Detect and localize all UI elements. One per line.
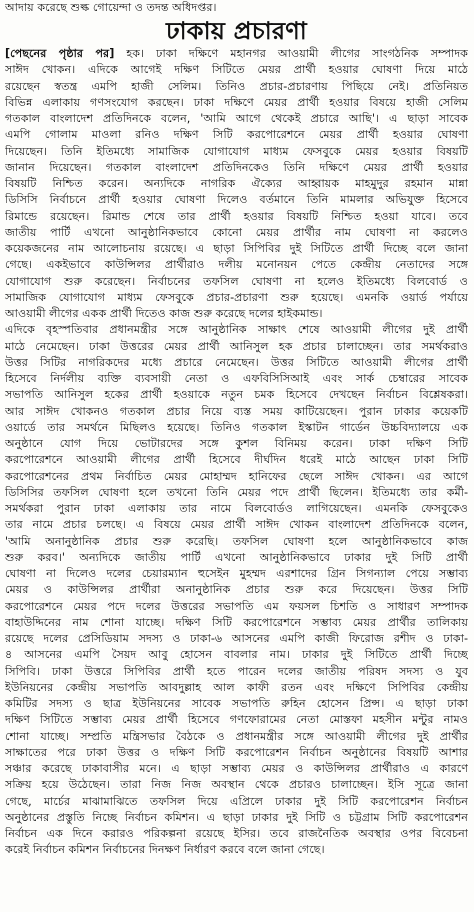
previous-article-tail: আদায় করেছে শুল্ক গোয়েন্দা ও তদন্ত অধিদপ্তর। [5, 1, 217, 14]
article-line: সাঈদ খোকন। এদিকে আগেই দক্ষিণ সিটিতে মেয়র প্রার্থী হওয়ার ঘোষণা দিয়ে মাঠে [5, 63, 468, 77]
article-line: এমপি গোলাম মাওলা রনিও দক্ষিণ সিটি করপোরেশনে মেয়র প্রার্থী হওয়ার ঘোষণা [5, 128, 468, 142]
article-line: হিসেবে নির্দলীয় ব্যক্তি ব্যবসায়ী নেতা ও এফবিসিসিআই এবং সার্ক চেম্বারের সাবেক [5, 372, 468, 385]
article-line: উত্তর সিটির নাগরিকদের মধ্যে প্রচারে নেমেছেন। উত্তর সিটিতে আওয়ামী লীগের প্রার্থী [5, 355, 468, 369]
article-line: রিমান্ডে রয়েছেন। রিমান্ড শেষে তার প্রার্থী হওয়ার বিষয়টি নিশ্চিত হওয়া যাবে। তবে [5, 209, 468, 223]
article-line: করপোরেশনে আওয়ামী লীগের প্রার্থী হিসেবে দীর্ঘদিন ধরেই মাঠে আছেন ঢাকা সিটি [5, 453, 468, 467]
article-line: সভাপতি আনিসুল হকের প্রার্থী হওয়াকে নতুন চমক হিসেবে দেখছেন নির্বাচন বিশ্লেষকরা। [5, 388, 468, 402]
article-line: সিপিবি। ঢাকা উত্তরে সিপিবির প্রার্থী হতে পারেন দলের জাতীয় পরিষদ সদস্য ও যুব [5, 664, 468, 678]
article-line: আর সাঈদ খোকনও গতকাল প্রচার নিয়ে ব্যস্ত সময় কাটিয়েছেন। পুরান ঢাকার কয়েকটি [5, 404, 468, 418]
article-line: ৪ আসনের এমপি সৈয়দ আবু হোসেন বাবলার নাম। ঢাকার দুই সিটিতে প্রার্থী দিচ্ছে [5, 648, 468, 662]
article-line: সামাজিক যোগাযোগ মাধ্যম ফেসবুকে প্রচার-প্রচারণা শুরু হয়েছে। এমনকি ওয়ার্ড পর্যায়ে [5, 290, 468, 304]
article-line: গেছে। একইভাবে কাউন্সিলর প্রার্থীরাও দলীয় মনোনয়ন পেতে কেন্দ্রীয় নেতাদের সঙ্গে [5, 258, 468, 272]
article-line: জাতীয় পার্টি এখনো আনুষ্ঠানিকভাবে কোনো মেয়র প্রার্থীর নাম ঘোষণা না করলেও [5, 225, 468, 239]
article-line: ওয়ার্ডে তার সমর্থনে মিছিলও হয়েছে। তিনিও গতকাল ইস্কাটন গার্ডেন উচ্চবিদ্যালয়ে এক [5, 420, 468, 434]
article-line: রয়েছেন স্বতন্ত্র এমপি হাজী সেলিম। তিনিও প্রচার-প্রচারণায় পিছিয়ে নেই। প্রতিনিয়ত [5, 79, 468, 93]
article-line: গেছে, মার্চের মাঝামাঝিতে তফসিল দিয়ে এপ্রিলে ঢাকার দুই সিটি করপোরেশন নির্বাচন [5, 794, 468, 808]
article-line: বিষয়টি নিশ্চিত করেন। অন্যদিকে নাগরিক ঐক্যের আহ্বায়ক মাহমুদুর রহমান মান্না [5, 177, 468, 190]
article-line: যোগাযোগ শুরু করেছেন। নির্বাচনের তফসিল ঘোষণা না হলেও ইতিমধ্যে বিলবোর্ড ও [5, 274, 468, 288]
article-line: জানান দিয়েছেন। গতকাল বাংলাদেশ প্রতিদিনকেও তিনি দক্ষিণে মেয়র প্রার্থী হওয়ার [5, 160, 468, 174]
article-line: সাক্ষাতের পরে ঢাকা উত্তর ও দক্ষিণ সিটি করপোরেশন নির্বাচন অনুষ্ঠানের বিষয়টি আশার [5, 745, 468, 759]
article-headline: ঢাকায় প্রচারণা [166, 17, 307, 45]
article-line: ডিসিসির তফসিল ঘোষণা হলে তখনো তিনি মেয়র পদে প্রার্থী ছিলেন। ইতিমধ্যে তার কর্মী- [5, 485, 468, 499]
article-line: করপোরেশনে মেয়র পদে দলের উত্তরের সভাপতি এম ফয়সল চিশতি ও সাধারণ সম্পাদক [5, 599, 468, 613]
article-line: ইউনিয়নের কেন্দ্রীয় সভাপতি আবদুল্লাহ আল কাফী রতন এবং দক্ষিণে সিপিবির কেন্দ্রীয় [5, 680, 468, 694]
article-line: তার নামে প্রচার চলছে। এ বিষয়ে মেয়র প্রার্থী সাঈদ খোকন বাংলাদেশ প্রতিদিনকে বলেন, [5, 518, 468, 532]
article-body [5, 46, 468, 859]
article-line: [পেছনের পৃষ্ঠার পর] হক। ঢাকা দক্ষিণে মহানগর আওয়ামী লীগের সাংগঠনিক সম্পাদক [5, 47, 468, 60]
article-line: নির্বাচন এক দিনে করারও পরিকল্পনা রয়েছে ইসির। তবে রাজনৈতিক অবস্থার ওপর বিবেচনা [5, 827, 468, 840]
article-line: সক্রিয় হয়ে উঠেছেন। তারা নিজ নিজ অবস্থান থেকে প্রচারও চালাচ্ছেন। ইসি সূত্রে জানা [5, 778, 468, 792]
article-line: করেই নির্বাচন কমিশন নির্বাচনের দিনক্ষণ নির্ধারণ করবে বলে জানা গেছে। [5, 843, 325, 857]
article-line: বাহাউদ্দিনের নাম শোনা যাচ্ছে। দক্ষিণ সিটি করপোরেশনে সম্ভাব্য মেয়র প্রার্থীর তালিকায় [5, 615, 468, 629]
article-line: কমিটির সদস্য ও ছাত্র ইউনিয়নের সাবেক সভাপতি রুহিন হোসেন প্রিন্স। এ ছাড়া ঢাকা [5, 697, 468, 710]
article-line: বিভিন্ন এলাকায় গণসংযোগ করছেন। ঢাকা দক্ষিণে মেয়র প্রার্থী হওয়ার বিষয়ে হাজী সেলিম [5, 95, 468, 109]
article-line: সমর্থকরা পুরান ঢাকা এলাকায় তার নামে বিলবোর্ডও লাগিয়েছেন। এমনকি ফেসবুকেও [5, 502, 468, 515]
article-line: কয়েকজনের নাম আলোচনায় রয়েছে। এ ছাড়া সিপিবির দুই সিটিতে প্রার্থী দিচ্ছে বলে জানা [5, 242, 468, 255]
article-line: অনুষ্ঠানে যোগ দিয়ে ভোটারদের সঙ্গে কুশল বিনিময় করেন। ঢাকা দক্ষিণ সিটি [5, 437, 468, 450]
article-line: 'আমি অনানুষ্ঠানিক প্রচার শুরু করেছি। তফসিল ঘোষণা হলে আনুষ্ঠানিকভাবে কাজ [5, 534, 468, 548]
article-line: করপোরেশনের প্রথম নির্বাচিত মেয়র মোহাম্মদ হানিফের ছেলে সাঈদ খোকন। এর আগে [5, 469, 468, 483]
article-line: শুরু করব।' অন্যদিকে জাতীয় পার্টি এখনো আনুষ্ঠানিকভাবে ঢাকার দুই সিটি প্রার্থী [5, 550, 468, 564]
article-line: ঘোষণা না দিলেও দলের চেয়ারম্যান হুসেইন মুহম্মদ এরশাদের গ্রিন সিগন্যাল পেয়ে সম্ভাব্য [5, 567, 468, 580]
article-line: অনুষ্ঠানের প্রস্তুতি নিচ্ছে নির্বাচন কমিশন। এ ছাড়া ঢাকার দুই সিটি ও চট্টগ্রাম সিটি করপোরেশন [5, 810, 468, 824]
continuation-kicker: [পেছনের পৃষ্ঠার পর] [5, 47, 115, 60]
article-line: ডিসিসি নির্বাচনে প্রার্থী হওয়ার ঘোষণা দিলেও বর্তমানে তিনি মামলার অভিযুক্ত হিসেবে [5, 193, 468, 207]
article-line: এদিকে বৃহস্পতিবার প্রধানমন্ত্রীর সঙ্গে আনুষ্ঠানিক সাক্ষাৎ শেষে আওয়ামী লীগের দুই প্রার্থী [5, 323, 468, 337]
article-line: সঞ্চার করেছে ঢাকাবাসীর মনে। এ ছাড়া সম্ভাব্য মেয়র ও কাউন্সিলর প্রার্থীরাও এ কারণে [5, 762, 468, 775]
article-line: দিয়েছেন। তিনি ইতিমধ্যে সামাজিক যোগাযোগ মাধ্যম ফেসবুকে মেয়র হওয়ার বিষয়টি [5, 144, 468, 158]
article-line: মেয়র ও কাউন্সিলর প্রার্থীরা অনানুষ্ঠানিক প্রচার শুরু করে দিয়েছেন। উত্তর সিটি [5, 583, 468, 597]
article-line: গতকাল বাংলাদেশ প্রতিদিনকে বলেন, 'আমি আগে থেকেই প্রচারে আছি'। এ ছাড়া সাবেক [5, 112, 468, 125]
article-line: শোনা যাচ্ছে। সম্প্রতি মন্ত্রিসভার বৈঠকে ও প্রধানমন্ত্রীর সঙ্গে আওয়ামী লীগের দুই প্রার্থীর [5, 729, 468, 743]
article-line: মাঠে নেমেছেন। ঢাকা উত্তরের মেয়র প্রার্থী আনিসুল হক প্রচার চালাচ্ছেন। তার সমর্থকরাও [5, 339, 468, 353]
article-line: রয়েছে দলের প্রেসিডিয়াম সদস্য ও ঢাকা-৬ আসনের এমপি কাজী ফিরোজ রশীদ ও ঢাকা- [5, 632, 468, 645]
article-line: আওয়ামী লীগের একক প্রার্থী দিতেও কাজ শুরু করেছে দলের হাইকমান্ড। [5, 307, 323, 320]
article-line: দক্ষিণ সিটিতে সম্ভাব্য মেয়র প্রার্থী হিসেবে গণফোরামের নেতা মোস্তফা মহসীন মন্টুর নামও [5, 713, 468, 727]
